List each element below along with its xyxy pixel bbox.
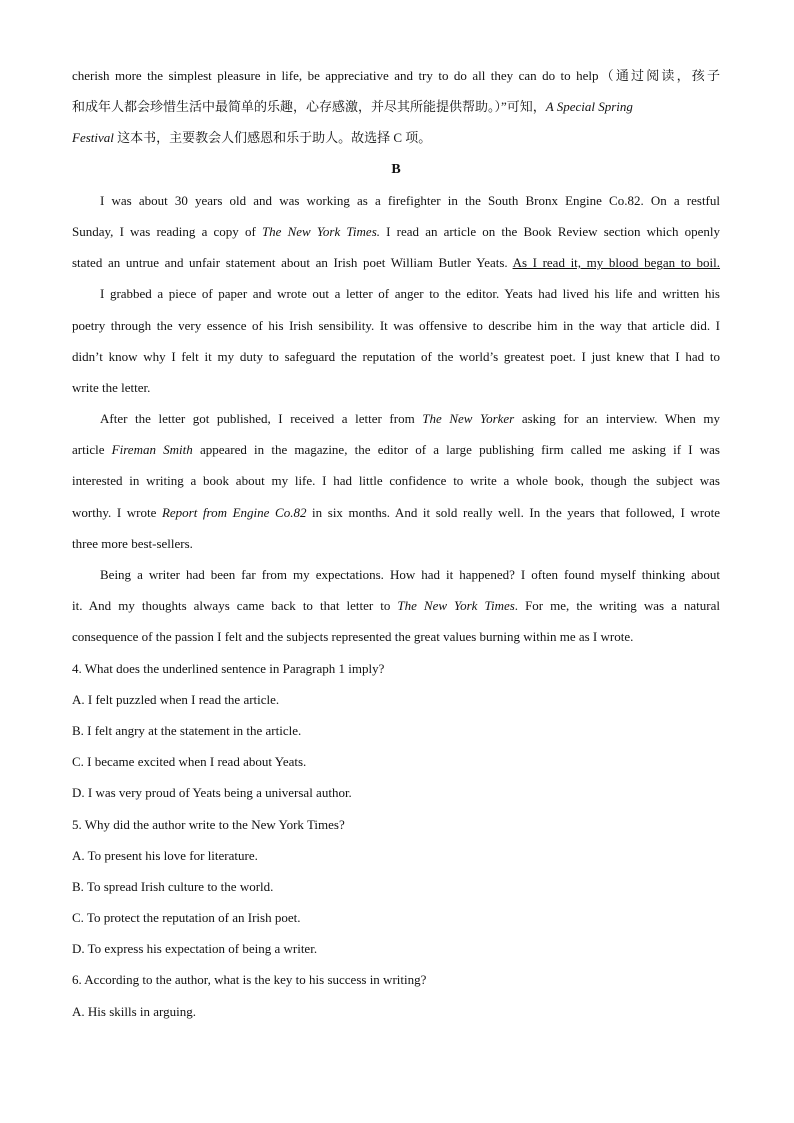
answer-option: A. I felt puzzled when I read the article. (72, 691, 280, 707)
answer-option: C. To protect the reputation of an Irish poet. (72, 910, 301, 926)
book-title: Festival (72, 130, 114, 146)
book-title: Report from Engine Co.82 (161, 504, 307, 520)
passage-text: it. And my thoughts always came back to that letter to (72, 598, 398, 614)
newspaper-title: The New York Times. (261, 223, 381, 239)
prev-answer-line-1: cherish more the simplest pleasure in life, be appreciative and try to do all they can do to help（通过阅读，孩子 (72, 68, 720, 83)
section-heading: B (391, 161, 401, 177)
answer-option: C. I became excited when I read about Yeats. (72, 754, 307, 770)
question-stem: 4. What does the underlined sentence in Paragraph 1 imply? (72, 660, 385, 676)
passage-line: write the letter. (72, 379, 151, 395)
answer-option: D. I was very proud of Yeats being a universal author. (72, 785, 352, 801)
passage-text: After the letter got published, I received a letter from (100, 411, 423, 427)
newspaper-title: The New York Times (397, 598, 515, 614)
answer-option: D. To express his expectation of being a writer. (72, 941, 318, 957)
passage-text: stated an untrue and unfair statement about an Irish poet William Butler Yeats. (72, 255, 513, 271)
question-stem: 5. Why did the author write to the New York Times? (72, 816, 345, 832)
passage-line (72, 403, 720, 434)
underlined-sentence: As I read it, my blood began to boil. (512, 255, 721, 271)
passage-line (72, 247, 720, 278)
passage-line: Being a writer had been far from my expectations. How had it happened? I often found myself thinking about (100, 567, 720, 582)
question-stem: 6. According to the author, what is the key to his success in writing? (72, 972, 427, 988)
passage-text: I read an article on the Book Review section which openly (380, 223, 720, 239)
prev-answer-line-3 (72, 122, 720, 153)
prev-answer-text: 这本书，主要教会人们感恩和乐于助人。故选择 C 项。 (113, 130, 432, 146)
passage-line: three more best-sellers. (72, 535, 193, 551)
passage-line: didn’t know why I felt it my duty to safeguard the reputation of the world’s greatest poet. I just knew that I had to (72, 348, 720, 364)
book-title: A Special Spring (545, 99, 633, 115)
passage-text: article (72, 442, 112, 458)
answer-option: A. His skills in arguing. (72, 1003, 196, 1019)
passage-text: worthy. I wrote (72, 504, 162, 520)
passage-text: appeared in the magazine, the editor of a large publishing firm called me asking if I was (192, 442, 720, 458)
passage-line: I was about 30 years old and was working as a firefighter in the South Bronx Engine Co.82. On a restful (100, 192, 720, 208)
passage-line: I grabbed a piece of paper and wrote out a letter of anger to the editor. Yeats had lived his life and written his (100, 286, 720, 302)
passage-line (72, 216, 720, 247)
document-body (72, 60, 720, 1027)
answer-option: A. To present his love for literature. (72, 847, 258, 863)
passage-line (72, 590, 720, 621)
answer-option: B. To spread Irish culture to the world. (72, 878, 274, 894)
prev-answer-line-2 (72, 91, 720, 122)
passage-line (72, 497, 720, 528)
answer-option: B. I felt angry at the statement in the article. (72, 722, 302, 738)
passage-text: Sunday, I was reading a copy of (72, 223, 262, 239)
prev-answer-text: 和成年人都会珍惜生活中最简单的乐趣，心存感激，并尽其所能提供帮助。）”可知， (72, 99, 546, 115)
passage-line: consequence of the passion I felt and the subjects represented the great values burning within me as I wrote. (72, 629, 634, 645)
passage-line: interested in writing a book about my life. I had little confidence to write a whole book, though the subject was (72, 473, 720, 489)
passage-text: . For me, the writing was a natural (514, 598, 720, 614)
article-title: Fireman Smith (111, 442, 193, 458)
magazine-title: The New Yorker (422, 411, 515, 427)
passage-text: asking for an interview. When my (514, 411, 720, 427)
passage-line (72, 434, 720, 465)
passage-line: poetry through the very essence of his Irish sensibility. It was offensive to describe him in the way that article did. I (72, 317, 720, 333)
passage-text: in six months. And it sold really well. In the years that followed, I wrote (306, 504, 720, 520)
